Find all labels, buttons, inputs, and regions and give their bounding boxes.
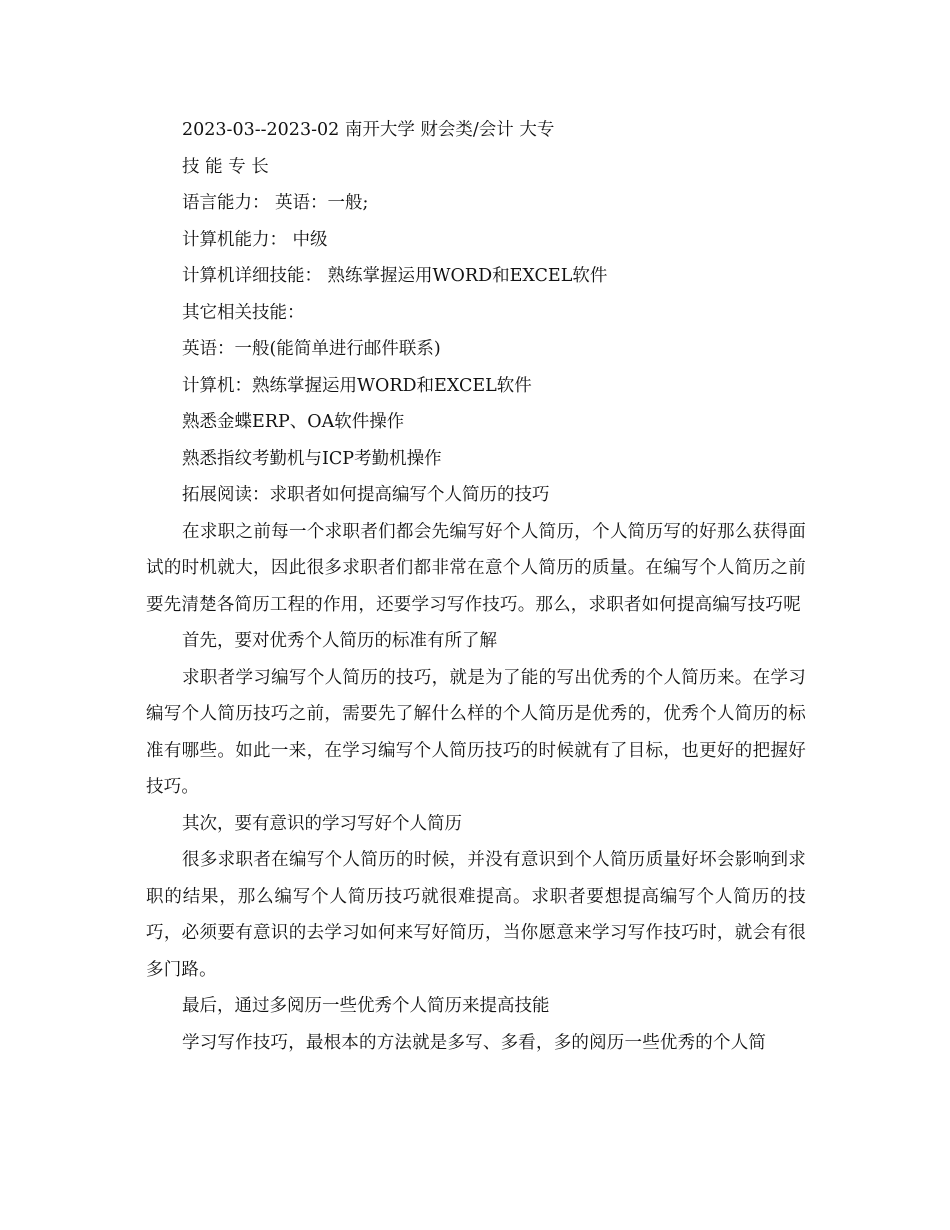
document-body	[146, 112, 806, 1061]
intro-paragraph: 在求职之前每一个求职者们都会先编写好个人简历，个人简历写的好那么获得面试的时机就大，因此很多求职者们都非常在意个人简历的质量。在编写个人简历之前要先清楚各简历工程的作用，还要学习写作技巧。那么，求职者如何提高编写技巧呢	[146, 521, 806, 615]
second-heading: 其次，要有意识的学习写好个人简历	[182, 813, 462, 834]
other-skill-attendance: 熟悉指纹考勤机与ICP考勤机操作	[182, 448, 442, 469]
extended-reading-title: 拓展阅读：求职者如何提高编写个人简历的技巧	[182, 485, 550, 505]
second-paragraph: 很多求职者在编写个人简历的时候，并没有意识到个人简历质量好坏会影响到求职的结果，那么编写个人简历技巧就很难提高。求职者要想提高编写个人简历的技巧，必须要有意识的去学习如何来写好简历，当你愿意来学习写作技巧时，就会有很多门路。	[146, 850, 806, 980]
education-line: 2023-03--2023-02 南开大学 财会类/会计 大专	[182, 120, 555, 140]
last-paragraph: 学习写作技巧，最根本的方法就是多写、多看，多的阅历一些优秀的个人简	[182, 1032, 767, 1053]
other-skill-english: 英语：一般(能简单进行邮件联系)	[182, 339, 441, 359]
computer-ability: 计算机能力： 中级	[182, 229, 328, 250]
skills-heading: 技 能 专 长	[182, 156, 269, 177]
first-paragraph: 求职者学习编写个人简历的技巧，就是为了能的写出优秀的个人简历来。在学习编写个人简历技巧之前，需要先了解什么样的个人简历是优秀的，优秀个人简历的标准有哪些。如此一来，在学习编写个人简历技巧的时候就有了目标，也更好的把握好技巧。	[146, 667, 806, 797]
other-skill-computer: 计算机：熟练掌握运用WORD和EXCEL软件	[182, 375, 532, 396]
other-skills-heading: 其它相关技能：	[182, 302, 305, 323]
computer-detail: 计算机详细技能： 熟练掌握运用WORD和EXCEL软件	[182, 266, 608, 286]
language-ability: 语言能力： 英语：一般;	[182, 193, 369, 213]
other-skill-erp: 熟悉金蝶ERP、OA软件操作	[182, 412, 405, 432]
first-heading: 首先，要对优秀个人简历的标准有所了解	[182, 631, 497, 651]
last-heading: 最后，通过多阅历一些优秀个人简历来提高技能	[182, 996, 550, 1016]
